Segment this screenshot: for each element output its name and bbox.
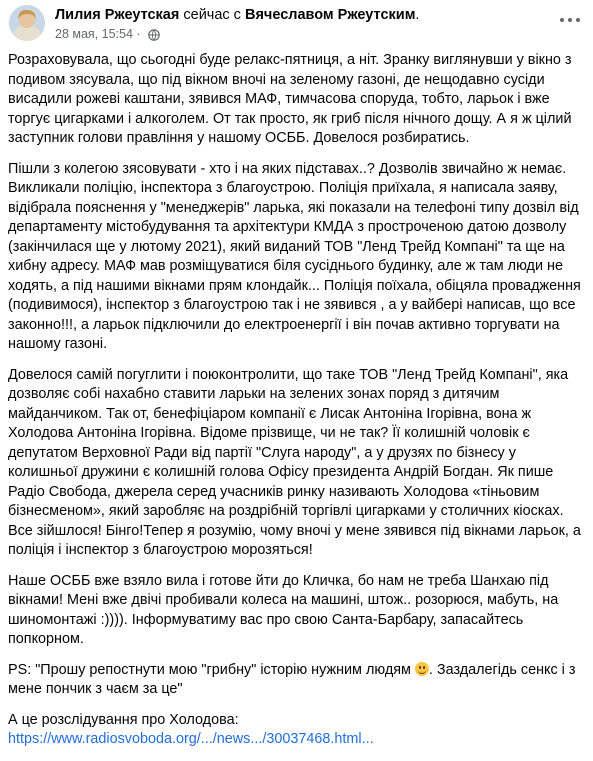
paragraph-4: Наше ОСББ вже взяло вила і готове йти до Кличка, бо нам не треба Шанхаю під вікнами! Мені вже двічі пробивали колеса на машині, штож.. розорюся, мабуть, на шиномонтажі :)))). Інформуватиму вас про свою Санта-Барбару, запасайтесь попкорном.: [8, 572, 559, 647]
paragraph-1: Розраховувала, що сьогодні буде релакс-пятниця, а ніт. Зранку виглянувши у вікно з подивом зясувала, що під вікном вночі на зеленому газоні, де нещодавно сусіди висадили рожеві каштани, зявився МАФ, тимчасова споруда, тобто, ларьок і вже торгує цигарками і алкоголем. От так просто, як гриб після нічного дощу. А я ж цілий заступник голови правління у нашому ОСББ. Довелося розбиратись.: [8, 52, 572, 146]
article-link[interactable]: https://www.radiosvoboda.org/.../news.../30037468.html...: [8, 731, 374, 747]
tagged-person[interactable]: Вячеславом Ржеутским: [244, 7, 416, 23]
author-line: [55, 7, 419, 23]
meta-separator: ·: [136, 27, 141, 41]
author-name[interactable]: Лилия Ржеутская: [55, 7, 180, 23]
paragraph-ps: [8, 661, 586, 700]
more-options-icon[interactable]: [556, 10, 584, 30]
ps-text-end: . Заздалегідь сенкс і з мене пончик з чаєм за це": [8, 661, 576, 697]
paragraph-link: [8, 711, 586, 750]
with-text: сейчас с: [183, 7, 241, 23]
ps-text-start: PS: "Прошу репостнути мою "грибну" історію нужним людям: [8, 661, 415, 678]
globe-icon[interactable]: [148, 29, 160, 44]
post-header: [0, 0, 593, 48]
link-intro: А це розслідування про Холодова:: [8, 711, 239, 728]
paragraph-2: Пішли з колегою зясовувати - хто і на яких підставах..? Дозволів звичайно ж немає. Викликали поліцію, інспектора з благоустрою. Поліція приїхала, я написала заяву, відібрала пояснення у "менеджерів" ларька, які показали на телефоні типу дозвіл від департаменту містобудування та архітектури КМДА з простроченою датою дозволу (закінчилася ще у лютому 2021), який виданий ТОВ "Ленд Трейд Компані" та ще на хибну адресу. МАФ мав розміщуватися біля сусіднього будинку, але ж там люди не ходять, а під нашими вікнами прям клондайк... Поліція поїхала, обіцяла провадження (подивимося), інспектор з благоустрою так і не зявився , а у вайбері написав, що все законно!!!, а ларьок підключили до електроенергії і він почав активно торгувати на нашому газоні.: [8, 160, 581, 352]
paragraph-3: Довелося самій погуглити і поюконтролити, що таке ТОВ "Ленд Трейд Компані", яка дозволяє собі нахабно ставити ларьки на зелених зонах поряд з дитячим майданчиком. Так от, бенефіціаром компанії є Лисак Антоніна Ігорівна, вона ж Холодова Антоніна Ігорівна. Відоме прізвище, чи не так? Її колишній чоловік є депутатом Верховної Ради від партії "Слуга народу", а у друзях по бізнесу у колишньої дружини є колишній голова Офісу президента Андрій Богдан. Як пише Радіо Свобода, джерела серед учасників ринку називають Холодова «тіньовим бізнесменом», який заробляє на роздрібній торгівлі цигарками у столичних кіосках. Все зійшлося! Бінго!Тепер я розумію, чому вночі у мене зявився під вікнами ларьок, а поліція і інспектор з благоустрою морозяться!: [8, 366, 581, 558]
post-date[interactable]: 28 мая, 15:54: [55, 27, 133, 41]
author-avatar[interactable]: [9, 5, 45, 41]
post-body: [8, 51, 586, 761]
post-meta: [55, 27, 160, 44]
smiley-emoji-icon: [415, 662, 429, 676]
period: .: [415, 7, 420, 23]
